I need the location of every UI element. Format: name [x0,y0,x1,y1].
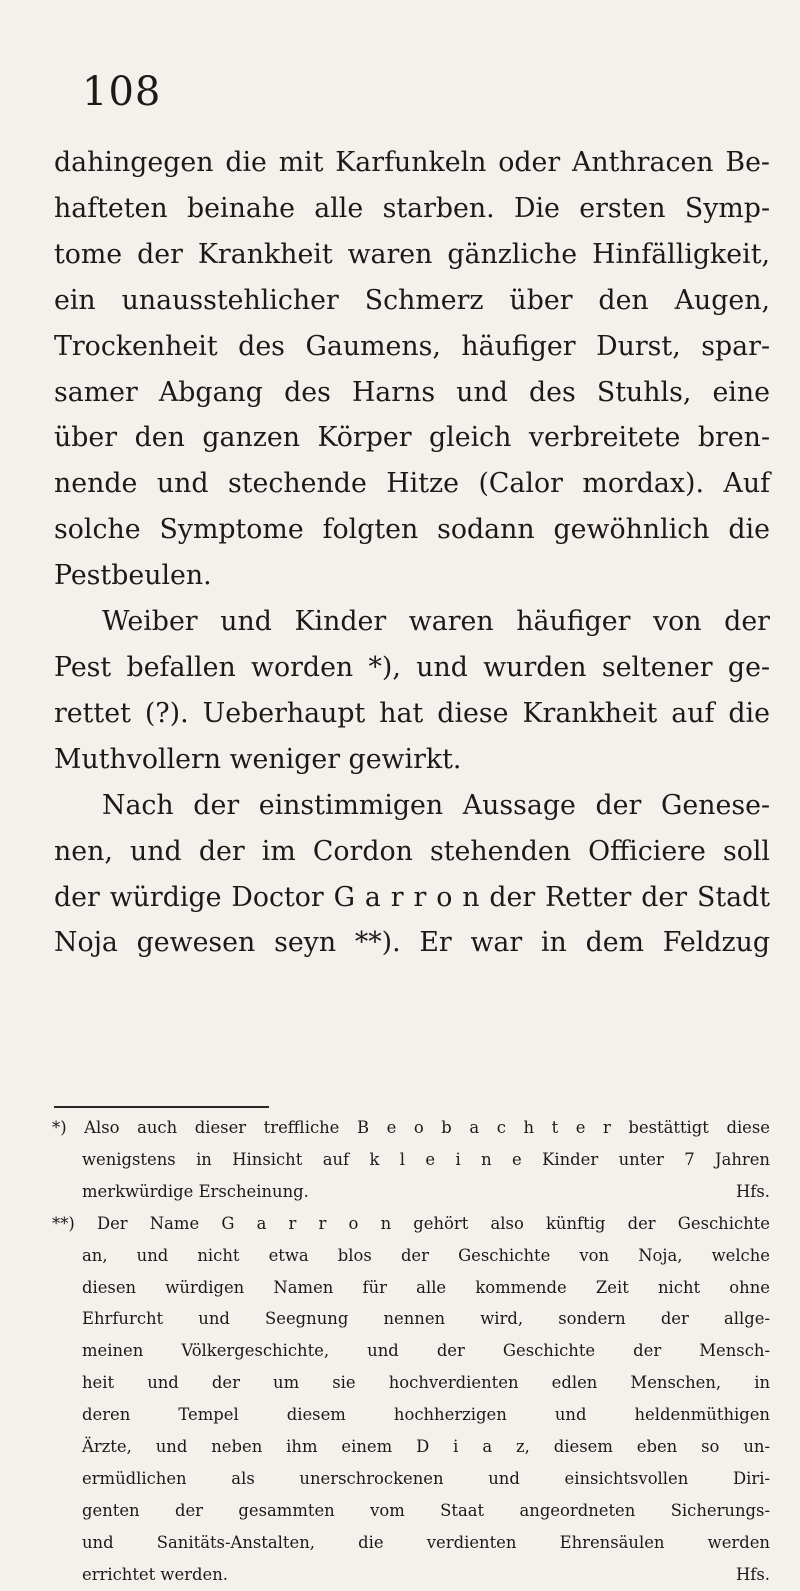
text-line: solche Symptome folgten sodann gewöhnlich die [54,514,770,546]
footnote-text: merkwürdige Erscheinung. [82,1181,309,1201]
footnote-rule [54,1106,269,1108]
text-line: dahingegen die mit Karfunkeln oder Anthracen Be- [54,147,770,178]
footnote-line: meinen Völkergeschichte, und der Geschichte der Mensch- [82,1341,770,1361]
text-line: ein unausstehlicher Schmerz über den Augen, [54,284,770,316]
footnote-signature: Hfs. [736,1181,770,1201]
text-line: rettet (?). Ueberhaupt hat diese Krankheit auf die [54,697,770,729]
text-line: Trockenheit des Gaumens, häufiger Durst, spar- [54,330,770,362]
footnote-line: diesen würdigen Namen für alle kommende Zeit nicht ohne [82,1277,770,1297]
text-line: tome der Krankheit waren gänzliche Hinfälligkeit, [54,238,770,270]
footnote-line: genten der gesammten vom Staat angeordneten Sicherungs- [82,1500,770,1520]
footnotes [52,1112,770,1591]
footnote-line: wenigstens in Hinsicht auf k l e i n e Kinder unter 7 Jahren [82,1149,770,1169]
text-line: über den ganzen Körper gleich verbreitete bren- [54,422,770,454]
footnote-line: an, und nicht etwa blos der Geschichte von Noja, welche [82,1245,770,1265]
text-line: Pest befallen worden *), und wurden seltener ge- [54,651,770,683]
text-line: nende und stechende Hitze (Calor mordax). Auf [54,468,770,500]
footnote-line: ermüdlichen als unerschrockenen und einsichtsvollen Diri- [82,1468,770,1488]
footnote-line [52,1559,770,1591]
text-line: Weiber und Kinder waren häufiger von der [102,606,770,638]
footnote-line: **) Der Name G a r r o n gehört also künftig der Geschichte [52,1213,770,1233]
page-number: 108 [82,69,162,115]
text-line: Pestbeulen. [54,560,212,592]
footnote-text: errichtet werden. [82,1564,228,1584]
text-line: hafteten beinahe alle starben. Die ersten Symp- [54,192,770,224]
main-text [54,140,770,966]
footnote-line: *) Also auch dieser treffliche B e o b a c h t e r bestättigt diese [52,1118,770,1137]
footnote-signature: Hfs. [736,1564,770,1584]
footnote-line [52,1176,770,1208]
text-line: samer Abgang des Harns und des Stuhls, eine [54,376,770,408]
footnote-line: Ehrfurcht und Seegnung nennen wird, sondern der allge- [82,1309,770,1329]
footnote-line: und Sanitäts-Anstalten, die verdienten Ehrensäulen werden [82,1532,770,1552]
text-line: nen, und der im Cordon stehenden Officiere soll [54,835,770,867]
footnote-line: heit und der um sie hochverdienten edlen Menschen, in [82,1373,770,1393]
footnote-line: Ärzte, und neben ihm einem D i a z, diesem eben so un- [82,1437,770,1457]
text-line: der würdige Doctor G a r r o n der Retter der Stadt [54,881,770,913]
footnote-line: deren Tempel diesem hochherzigen und heldenmüthigen [82,1405,770,1425]
text-line: Muthvollern weniger gewirkt. [54,743,462,775]
text-line: Noja gewesen seyn **). Er war in dem Feldzug [54,927,770,959]
text-line: Nach der einstimmigen Aussage der Genese- [102,789,770,821]
